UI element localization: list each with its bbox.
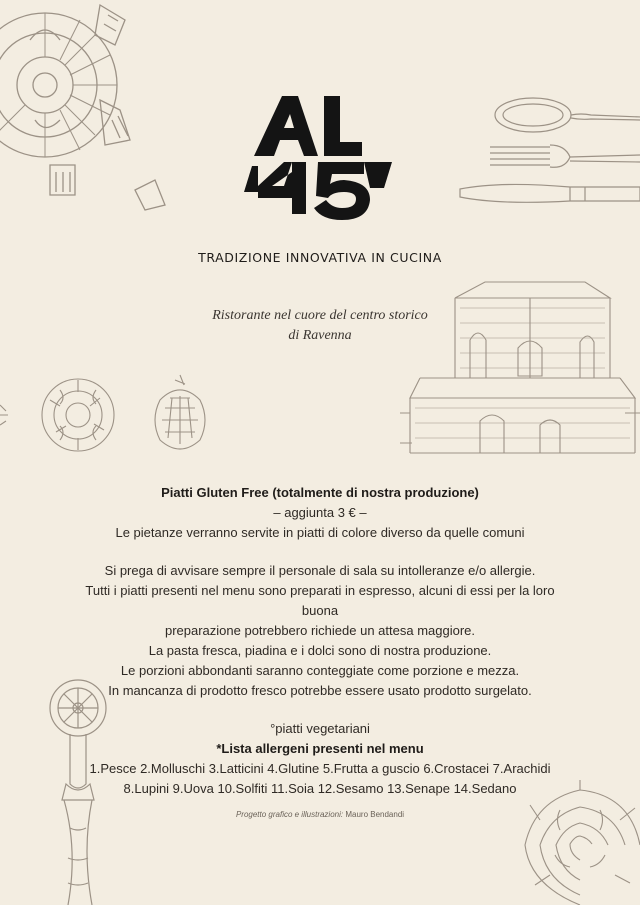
credit-name: Mauro Bendandi: [345, 810, 405, 819]
subtitle-line-1: Ristorante nel cuore del centro storico: [212, 308, 428, 323]
mausoleum-sketch-icon: [400, 278, 640, 463]
tagline: TRADIZIONE INNOVATIVA IN CUCINA: [198, 250, 442, 265]
notice-line: preparazione potrebbero richiede un attesa maggiore.: [164, 623, 476, 638]
al45-logo: [244, 96, 394, 226]
allergen-list-line-2: 8.Lupini 9.Uova 10.Solfiti 11.Soia 12.Sesamo 13.Senape 14.Sedano: [123, 781, 517, 796]
allergen-list-line-1: 1.Pesce 2.Molluschi 3.Latticini 4.Glutine 5.Frutta a guscio 6.Crostacei 7.Arachidi: [89, 761, 551, 776]
gluten-free-title: Piatti Gluten Free (totalmente di nostra produzione): [161, 485, 479, 500]
notice-line: Le porzioni abbondanti saranno conteggiate come porzione e mezza.: [120, 663, 520, 678]
allergen-title: *Lista allergeni presenti nel menu: [216, 741, 424, 756]
rose-window-sketch-icon: [0, 0, 170, 220]
vegetarian-legend: °piatti vegetariani: [270, 721, 370, 736]
notice-line: Si prega di avvisare sempre il personale di sala su intolleranze e/o allergie.: [104, 563, 536, 578]
pinecone-sketch-icon: [0, 370, 230, 465]
notice-line: La pasta fresca, piadina e i dolci sono di nostra produzione.: [148, 643, 492, 658]
subtitle-line-2: di Ravenna: [288, 328, 352, 343]
gluten-free-surcharge: – aggiunta 3 € –: [273, 505, 367, 520]
pastry-cutter-sketch-icon: [40, 678, 115, 905]
gluten-free-note: Le pietanze verranno servite in piatti di colore diverso da quelle comuni: [115, 525, 525, 540]
cutlery-sketch-icon: [455, 85, 640, 225]
notice-line: Tutti i piatti presenti nel menu sono preparati in espresso, alcuni di essi per la loro buona: [85, 583, 555, 618]
notice-line: In mancanza di prodotto fresco potrebbe essere usato prodotto surgelato.: [108, 683, 532, 698]
credit-label: Progetto grafico e illustrazioni:: [235, 810, 344, 819]
menu-notes: [70, 483, 570, 799]
artichoke-sketch-icon: [520, 780, 640, 905]
